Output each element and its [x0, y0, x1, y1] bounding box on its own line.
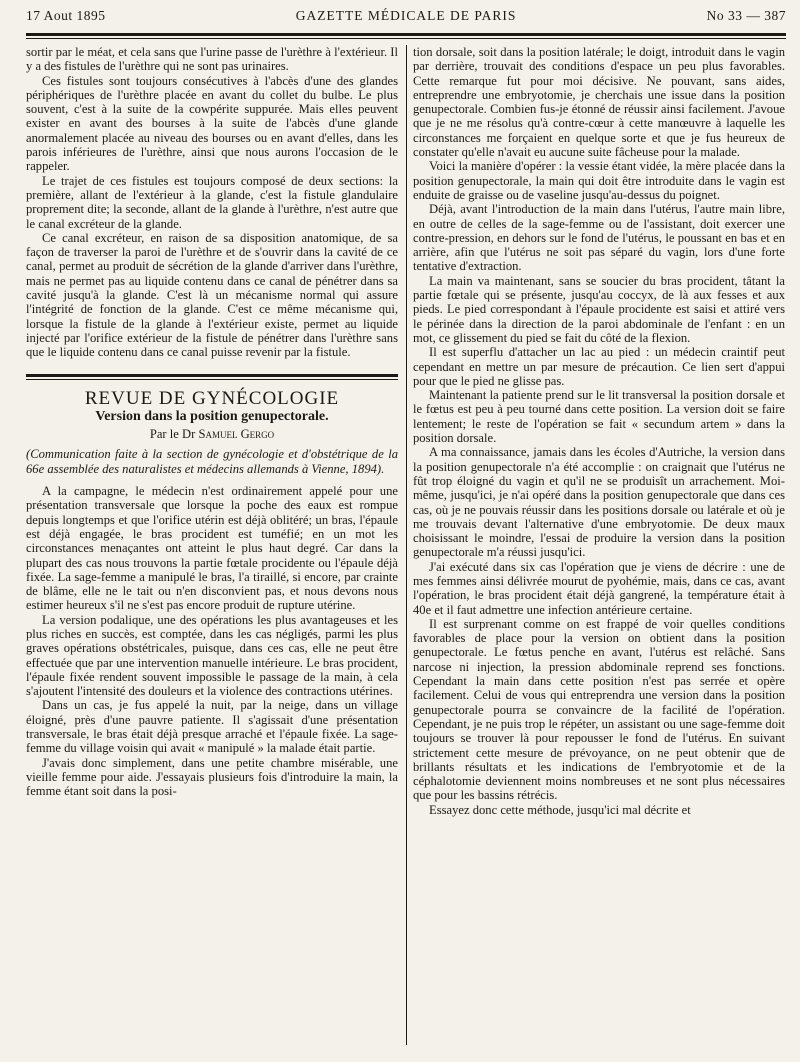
- paragraph: A ma connaissance, jamais dans les écoles d'Autriche, la version dans la position genupectorale n'a été accomplie : on craignait que l'utérus ne fût trop éloigné du vagin et qu'il ne se produisît un arrachement. Moi-même, jusqu'ici, je n'ai opéré dans la position genupectorale que dans ces cas, où je ne pouvais réussir dans les positions dorsale ou latérale et où je me trouvais devant l'alternative d'une embryotomie. De deux maux choisissant le moindre, l'essai de produire la version dans la position genupectorale m'a réussi jusqu'ici.: [413, 445, 785, 560]
- paragraph: Dans un cas, je fus appelé la nuit, par la neige, dans un village éloigné, près d'une pauvre patiente. Il s'agissait d'une présentation transversale, le bras était déjà presque arraché et l'épaule fixée. La sage-femme du village voisin qui avait « manipulé » la malade était partie.: [26, 698, 398, 756]
- paragraph: tion dorsale, soit dans la position latérale; le doigt, introduit dans le vagin par derrière, trouvait des conditions d'espace un peu plus favorables. Cette remarque fut pour moi décisive. Ne pouvant, sans aides, entreprendre une embryotomie, je cherchais une issue dans la position genupectorale. Combien fus-je étonné de réussir ainsi facilement. J'avoue que je ne me résolus qu'à contre-cœur à cette manœuvre à laquelle les circonstances me forçaient en quelque sorte et que je fus heureux de constater qu'elle n'avait eu aucune suite fâcheuse pour la malade.: [413, 45, 785, 160]
- paragraph: Ce canal excréteur, en raison de sa disposition anatomique, de sa façon de traverser la paroi de l'urèthre et de s'ouvrir dans la cavité de ce canal, permet au produit de sécrétion de la glande d'arriver dans l'urèthre, mais ne permet pas au liquide contenu dans ce canal de pénétrer dans sa cavité jusqu'à la glande. C'est là un mécanisme normal qui assure l'intégrité de fonction de la glande. C'est ce même mécanisme qui, lorsque la fistule de la glande à l'extérieur existe, permet au liquide injecté par l'orifice extérieur de la fistule de pénétrer dans l'urèthre sans que le liquide contenu dans ce canal puisse revenir par la fistule.: [26, 230, 398, 360]
- body-columns: [26, 45, 786, 1045]
- paragraph: La version podalique, une des opérations les plus avantageuses et les plus riches en succès, est comptée, dans les cas négligés, parmi les plus graves opérations obstétricales, puisque, dans ces cas, elle ne peut être effectuée que par une intervention manuelle intérieure. Le bras procident, l'épaule fixée rendent souvent impossible le passage de la main, à cela s'ajoutent l'intensité des douleurs et la violence des contractions utérines.: [26, 612, 398, 699]
- running-header: [26, 8, 786, 30]
- paragraph: Déjà, avant l'introduction de la main dans l'utérus, l'autre main libre, en outre de celles de la sage-femme ou de l'assistant, doit exercer une contre-pression, en dehors sur le fond de l'utérus, le poussant en bas et en arrière, afin que l'utérus ne soit pas séparé du vagin, lors d'une forte tentative d'extraction.: [413, 202, 785, 274]
- left-column: [26, 45, 398, 1045]
- paragraph: A la campagne, le médecin n'est ordinairement appelé pour une présentation transversale que lorsque la poche des eaux est rompue depuis longtemps et que l'orifice utérin est déjà oblitéré; un bras, l'épaule est déjà engagée, le bras procident est tuméfié; en un mot les circonstances menaçantes ont atteint le plus haut degré. Car dans la plupart des cas nous trouvons la partie fœtale procidente ou l'épaule déjà fixée. La sage-femme a manipulé le bras, l'a tiraillé, si encore, par crainte de blâme, elle ne le tait ou n'en disconvient pas, et nous devons nous estimer heureux s'il ne s'est pas encore produit de rupture utérine.: [26, 484, 398, 613]
- article-title: Version dans la position genupectorale.: [95, 408, 329, 424]
- section-title: REVUE DE GYNÉCOLOGIE: [84, 387, 340, 409]
- paragraph: Voici la manière d'opérer : la vessie étant vidée, la mère placée dans la position genupectorale, la main qui doit être introduite dans le vagin est enduite de graisse ou de vaseline jusqu'au-dessus du poignet.: [413, 159, 785, 202]
- article-note: (Communication faite à la section de gynécologie et d'obstétrique de la 66e assemblée des naturalistes et médecins allemands à Vienne, 1894).: [26, 447, 398, 476]
- header-rule: [26, 33, 786, 36]
- right-column: [413, 45, 785, 1045]
- paragraph: Il est surprenant comme on est frappé de voir quelles conditions favorables de place pour la version on obtient dans la position genupectorale. Le fœtus penche en avant, l'utérus est relâché. Sans narcose ni injection, la pression abdominale reprend ses fonctions. Cependant la main dans cette position n'est pas serrée et opère facilement. Celui de vous qui entreprendra une version dans la position genupectorale pourra se convaincre de la facilité de l'opération. Cependant, je ne puis trop le répéter, un assistant ou une sage-femme doit toujours se trouver là pour repousser le fond de l'utérus. En suivant strictement cette mesure de prévoyance, on ne peut obtenir que de brillants résultats et les indications de l'embryotomie et de la céphalotomie deviennent moins nombreuses et ne sont plus nécessaires que pour les bassins rétrécis.: [413, 616, 785, 803]
- paragraph: sortir par le méat, et cela sans que l'urine passe de l'urèthre à l'extérieur. Il y a des fistules de l'urèthre qui ne sont pas urinaires.: [26, 45, 398, 74]
- paragraph: Le trajet de ces fistules est toujours composé de deux sections: la première, allant de l'extérieur à la glande, c'est la fistule glandulaire proprement dite; la seconde, allant de la glande à l'urèthre, n'est autre que le canal excréteur de la glande.: [26, 173, 398, 231]
- paragraph: La main va maintenant, sans se soucier du bras procident, tâtant la partie fœtale qui se présente, jusqu'au coccyx, de là aux fesses et aux pieds. Le pied correspondant à l'épaule procidente est saisi et attiré vers le périnée dans la direction de la paroi abdominale de l'enfant : en un mot, ce glissement du pied se fait du côté de la flexion.: [413, 273, 785, 345]
- journal-title: GAZETTE MÉDICALE DE PARIS: [295, 8, 517, 23]
- column-divider: [406, 45, 407, 1045]
- paragraph: Ces fistules sont toujours consécutives à l'abcès d'une des glandes périphériques de l'urèthre placée en avant du collet du bulbe. Le plus souvent, c'est à la suite de la cowpérite suppurée. Mais elles peuvent exister en avant des bourses à la suite de l'abcès d'une glande anormalement placée au niveau des bourses ou en avant d'elles, dans les parois inférieures de l'urèthre, ainsi que nous aurons l'occasion de le rappeler.: [26, 73, 398, 174]
- issue-page-number: No 33 — 387: [706, 8, 786, 23]
- paragraph: Il est superflu d'attacher un lac au pied : un médecin craintif peut cependant en mettre un par mesure de précaution. Ce lien sert d'appui pour que le pied ne glisse pas.: [413, 345, 785, 388]
- section-divider: [26, 374, 398, 380]
- header-rule-thin: [26, 38, 786, 39]
- paragraph: Maintenant la patiente prend sur le lit transversal la position dorsale et le fœtus est peu à peu tourné dans cette position. La version doit se faire lentement; le reste de l'opération se fait « secundum artem » dans la position dorsale.: [413, 388, 785, 446]
- issue-date: 17 Aout 1895: [26, 8, 106, 23]
- author-name: Samuel Gergo: [198, 427, 275, 442]
- byline-prefix: Par le Dr: [149, 427, 196, 442]
- paragraph: J'ai exécuté dans six cas l'opération que je viens de décrire : une de mes femmes ainsi délivrée mourut de pyohémie, mais, dans ce cas, avant l'opération, le bras procident était déjà gangrené, la température était à 40e et il faut admettre une infection antérieure certaine.: [413, 559, 785, 617]
- byline: [26, 427, 398, 441]
- paragraph: Essayez donc cette méthode, jusqu'ici mal décrite et: [429, 802, 691, 817]
- paragraph: J'avais donc simplement, dans une petite chambre misérable, une vieille femme pour aide. J'essayais plusieurs fois d'introduire la main, la femme étant soit dans la posi-: [26, 755, 398, 799]
